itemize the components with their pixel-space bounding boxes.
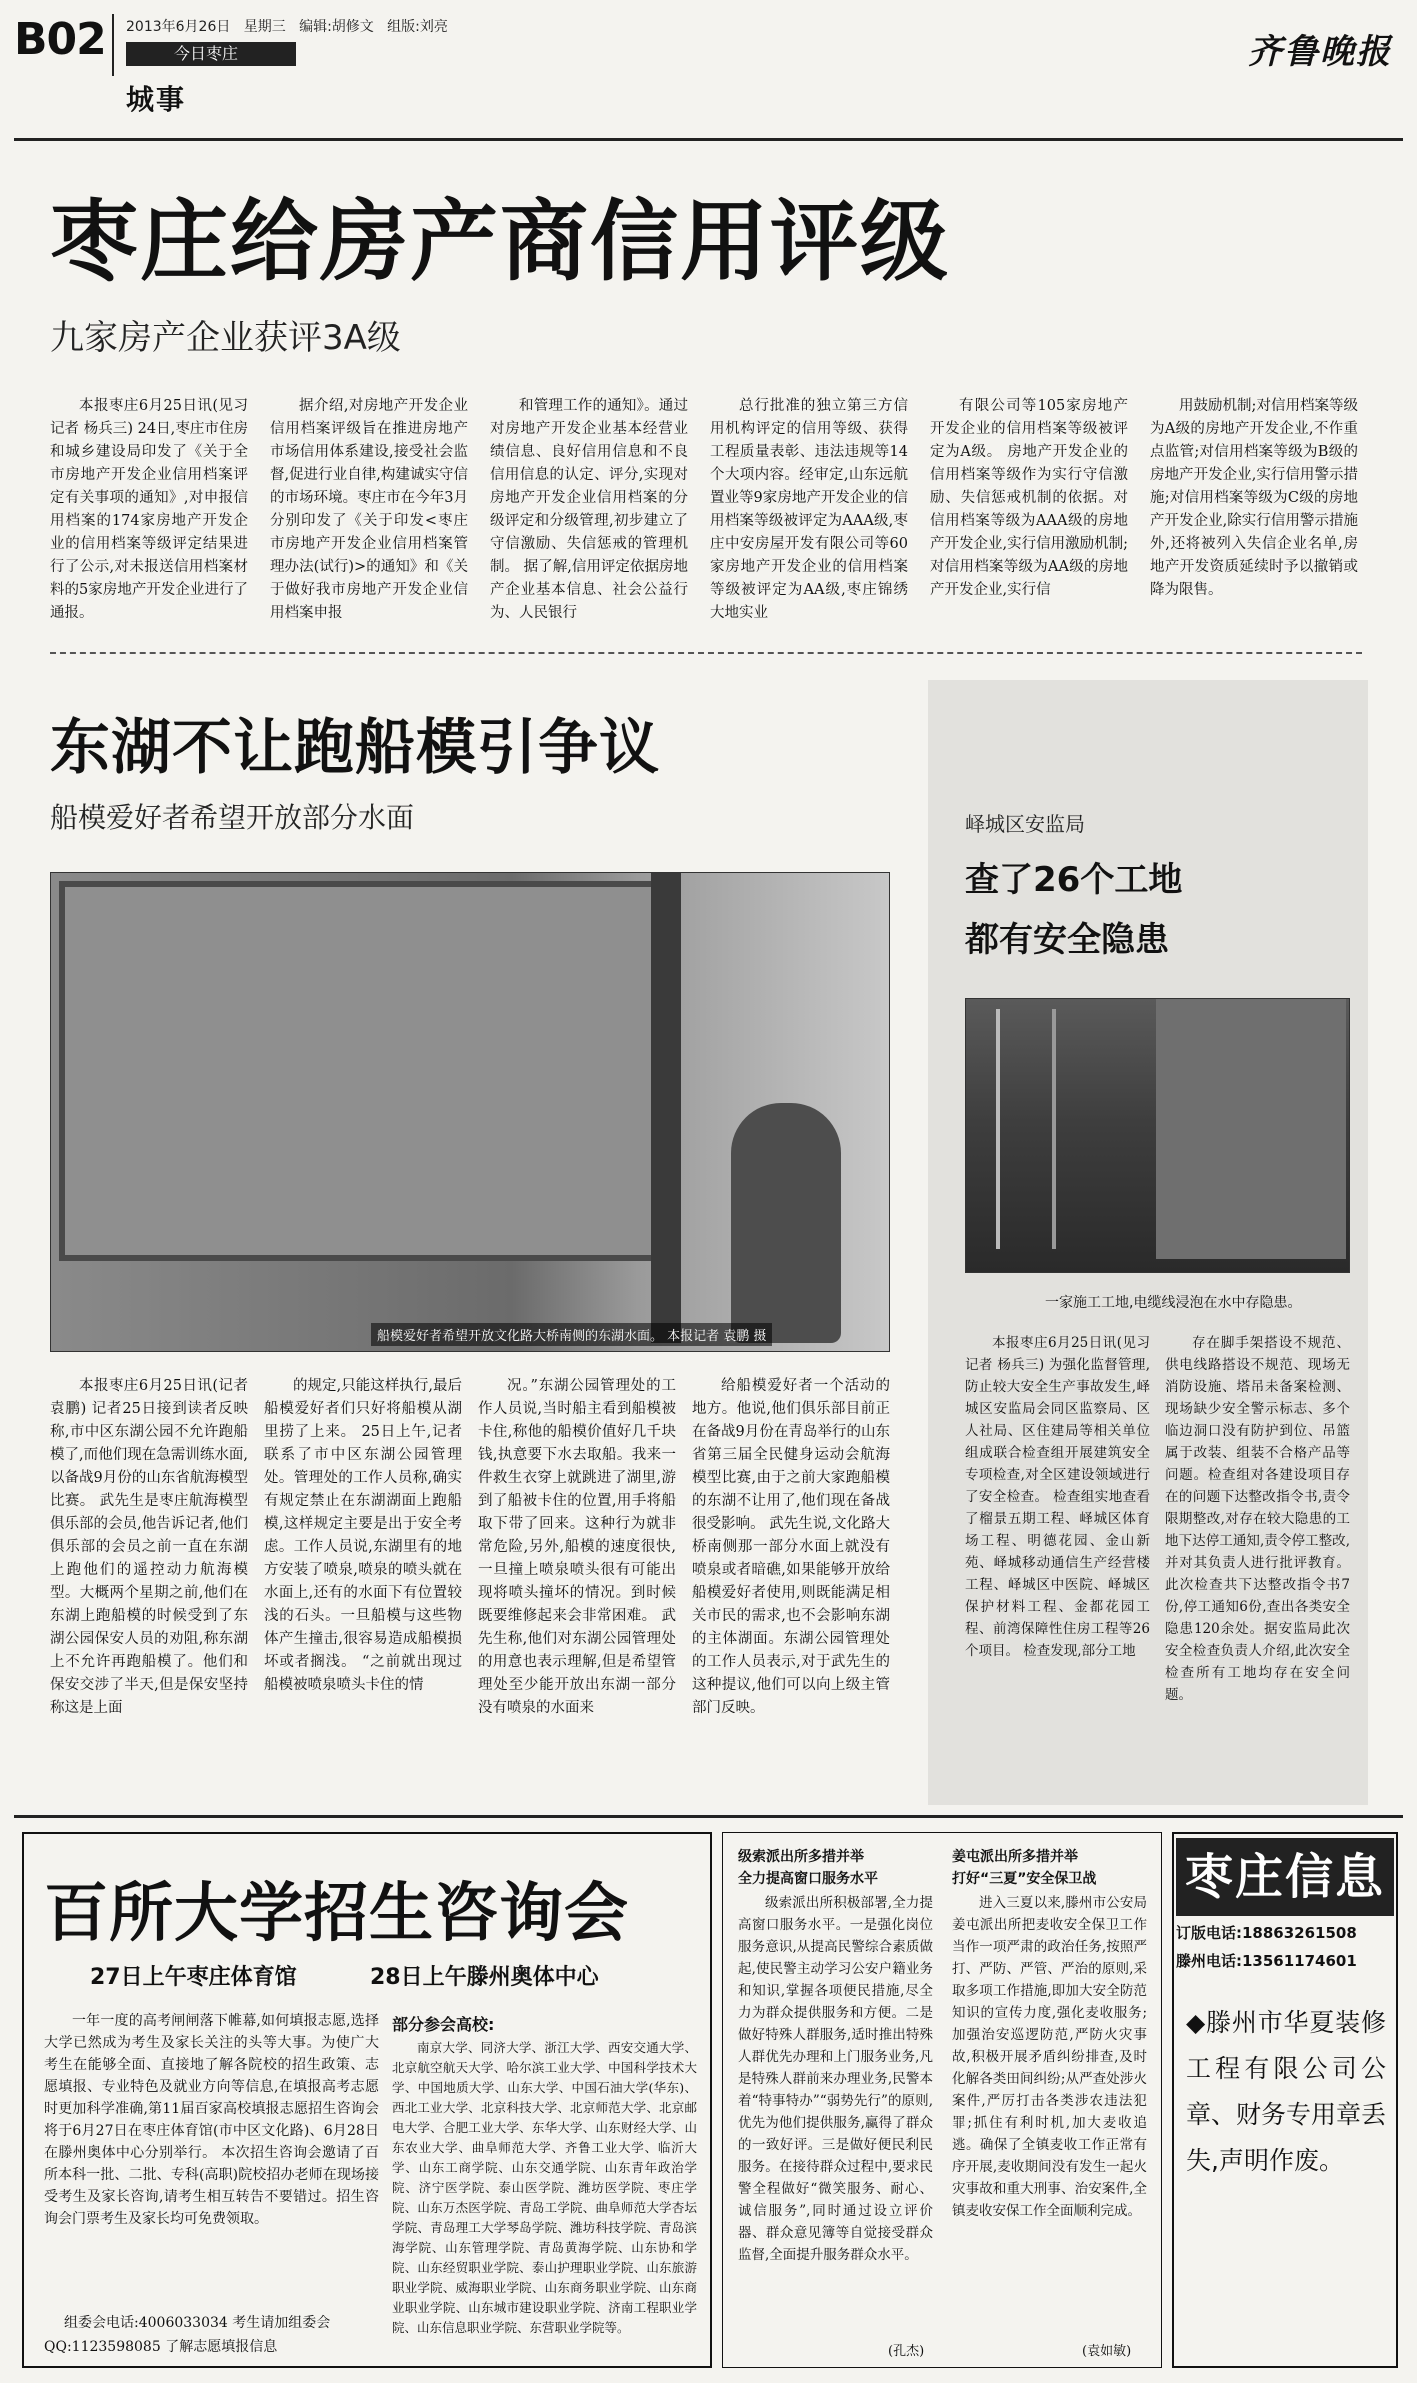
brief2-author: (袁如敏): [1082, 2344, 1132, 2359]
board-post: [651, 873, 681, 1343]
info-notice: ◆滕州市华夏装修工程有限公司公章、财务专用章丢失,声明作废。: [1186, 2008, 1387, 2175]
info-phone2-number: 13561174601: [1242, 1952, 1357, 1970]
page-number: B02: [14, 14, 106, 65]
article1-col-1: [50, 395, 248, 635]
section-name: 城事: [126, 83, 187, 116]
article1-col-3-text: 和管理工作的通知》。通过对房地产开发企业基本经营业绩信息、良好信用信息和不良信用信息的认定、评分,实现对房地产开发企业信用档案的分级评定和分级管理,初步建立了守信激励、失信惩戒的管理机制。 据了解,信用评定依据房地产企业基本信息、社会公益行为、人民银行: [490, 398, 688, 621]
article2-col-2: [264, 1375, 462, 1795]
wall: [1156, 999, 1346, 1259]
article1-bottom-rule: [50, 652, 1362, 654]
brief2-title-2: 打好“三夏”安全保卫战: [952, 1871, 1097, 1887]
brief1-title-1: 级索派出所多措并举: [738, 1849, 864, 1865]
info-phone2: [1176, 1950, 1394, 1971]
article1-col-1-text: 本报枣庄6月25日讯(见习记者 杨兵三) 24日,枣庄市住房和城乡建设局印发了《关于全市房地产开发企业信用档案评定有关事项的通知》,对申报信用档案的174家房地产开发企业的信用档案等级评定结果进行了公示,对未报送信用档案材料的5家房地产开发企业进行了通报。: [50, 398, 248, 621]
ad-left-paragraph: 一年一度的高考闸闸落下帷幕,如何填报志愿,选择大学已然成为考生及家长关注的头等大事。为使广大考生在能够全面、直接地了解各院校的招生政策、志愿填报、专业特色及就业方向等信息,在填报高考志愿时更加科学准确,第11届百家高校填报志愿招生咨询会将于6月27日在枣庄体育馆(市中区文化路)、6月28日在滕州奥体中心分别举行。 本次招生咨询会邀请了百所本科一批、二批、专科(高职)院校招办老师在现场接受考生及家长咨询,请考生相互转告不要错过。招生咨询会门票考生及家长均可免费领取。: [44, 2013, 379, 2227]
masthead-divider: [112, 14, 114, 76]
masthead-editor: 编辑:胡修文: [299, 19, 374, 35]
article2-photo: [50, 872, 890, 1352]
article2-title: 东湖不让跑船模引争议: [50, 713, 660, 783]
article3-photo: [965, 998, 1350, 1273]
ad-qq: QQ:1123598085 了解志愿填报信息: [44, 2339, 278, 2355]
brief1-title-2: 全力提高窗口服务水平: [738, 1871, 878, 1887]
article1-col-4-text: 总行批准的独立第三方信用机构评定的信用等级、获得工程质量表彰、违法违规等14个大项内容。经审定,山东远航置业等9家房地产开发企业的信用档案等级被评定为AAA级,枣庄中安房屋开发有限公司等60家房地产开发企业的信用档案等级被评定为AA级,枣庄锦绣大地实业: [710, 398, 908, 621]
article2-col-1-text: 本报枣庄6月25日讯(记者 袁鹏) 记者25日接到读者反映称,市中区东湖公园不允许跑船模了,而他们现在急需训练水面,以备战9月份的山东省航海模型比赛。 武先生是枣庄航海模型俱乐部的会员,他告诉记者,他们俱乐部的会员之前一直在东湖上跑他们的遥控动力航海模型。大概两个星期之前,他们在东湖上跑船模的时候受到了东湖公园保安人员的劝阻,称东湖上不允许再跑船模了。他们和保安交涉了半天,但是保安坚持称这是上面: [50, 1378, 248, 1716]
ad-list-text: 南京大学、同济大学、浙江大学、西安交通大学、北京航空航天大学、哈尔滨工业大学、中国科学技术大学、中国地质大学、山东大学、中国石油大学(华东)、西北工业大学、北京科技大学、北京师范大学、北京邮电大学、合肥工业大学、东华大学、山东财经大学、山东农业大学、曲阜师范大学、齐鲁工业大学、临沂大学、山东工商学院、山东交通学院、山东青年政治学院、济宁医学院、泰山医学院、潍坊医学院、枣庄学院、山东万杰医学院、青岛工学院、曲阜师范大学杏坛学院、青岛理工大学琴岛学院、潍坊科技学院、青岛滨海学院、山东管理学院、青岛黄海学院、山东协和学院、山东经贸职业学院、泰山护理职业学院、山东旅游职业学院、威海职业学院、山东商务职业学院、山东商业职业学院、山东城市建设职业学院、济南工程职业学院、山东信息职业学院、东营职业学院等。: [392, 2040, 697, 2335]
masthead-meta: [126, 16, 448, 36]
article2-col-4-text: 给船模爱好者一个活动的地方。他说,他们俱乐部目前正在备战9月份在青岛举行的山东省第三届全民健身运动会航海模型比赛,由于之前大家跑船模的东湖不让用了,他们现在备战很受影响。 武先生说,文化路大桥南侧那一部分水面上就没有喷泉或者暗礁,如果能够开放给船模爱好者使用,则既能满足相关市民的需求,也不会影响东湖的主体湖面。东湖公园管理处的工作人员表示,对于武先生的这种提议,他们可以向上级主管部门反映。: [692, 1378, 890, 1716]
article1-col-6: [1150, 395, 1358, 635]
ad-list: [392, 2038, 697, 2358]
article2-photo-caption: 船模爱好者希望开放文化路大桥南侧的东湖水面。 本报记者 袁鹏 摄: [371, 1323, 772, 1346]
info-phone1-label: 订版电话:: [1176, 1924, 1242, 1942]
map-board: [59, 881, 679, 1261]
brief2-paragraph: 进入三夏以来,滕州市公安局姜屯派出所把麦收安全保卫工作当作一项严肃的政治任务,按照严打、严防、严管、严治的原则,采取多项工作措施,即加大安全防范知识的宣传力度,强化麦收服务;加强治安巡逻防范,严防火灾事故,积极开展矛盾纠纷排查,及时化解各类田间纠纷;从严查处涉火案件,严厉打击各类涉农违法犯罪;抓住有利时机,加大麦收追逃。确保了全镇麦收工作正常有序开展,麦收期间没有发生一起火灾事故和重大刑事、治安案件,全镇麦收安保工作全面顺利完成。: [952, 1895, 1147, 2219]
article1-col-5-text: 有限公司等105家房地产开发企业的信用档案等级被评定为A级。 房地产开发企业的信用档案等级作为实行守信激励、失信惩戒机制的依据。对信用档案等级为AAA级的房地产开发企业,实行信用激励机制;对信用档案等级为AA级的房地产开发企业,实行信: [930, 398, 1128, 598]
article1-col-2-text: 据介绍,对房地产开发企业信用档案评级旨在推进房地产市场信用体系建设,接受社会监督,促进行业自律,构建诚实守信的市场环境。枣庄市在今年3月分别印发了《关于印发<枣庄市房地产开发企业信用档案管理办法(试行)>的通知》和《关于做好我市房地产开发企业信用档案申报: [270, 398, 468, 621]
masthead-date: 2013年6月26日: [126, 19, 231, 35]
ad-list-heading: 部分参会高校:: [392, 2015, 495, 2034]
article1-col-2: [270, 395, 468, 635]
person-figure: [731, 1103, 841, 1343]
brief1-author: (孔杰): [888, 2344, 925, 2359]
section-rule: [14, 1815, 1403, 1818]
article3-col-1: [965, 1332, 1150, 1772]
scaffold: [996, 1009, 1056, 1249]
article3-col-2: [1165, 1332, 1350, 1772]
brief1-paragraph: 级索派出所积极部署,全力提高窗口服务水平。一是强化岗位服务意识,从提高民警综合素质做起,使民警主动学习公安户籍业务和知识,掌握各项便民措施,尽全力为群众提供服务和方便。二是做好特殊人群服务,适时推出特殊人群优先办理和上门服务业务,凡是特殊人群前来办理业务,民警本着“特事特办”“弱势先行”的原则,优先为他们提供服务,赢得了群众的一致好评。三是做好便民利民服务。在接待群众过程中,要求民警全程做好“微笑服务、耐心、诚信服务”,同时通过设立评价器、群众意见簿等自觉接受群众监督,全面提升服务群众水平。: [738, 1895, 933, 2263]
article1-col-4: [710, 395, 908, 635]
section-tag: 今日枣庄: [126, 42, 296, 66]
ad-title: 百所大学招生咨询会: [44, 1877, 629, 1951]
article1-col-3: [490, 395, 688, 635]
ad-phone: 组委会电话:4006033034 考生请加组委会: [64, 2315, 331, 2331]
article1-subtitle: 九家房产企业获评3A级: [50, 318, 401, 358]
article1-col-6-text: 用鼓励机制;对信用档案等级为A级的房地产开发企业,不作重点监管;对信用档案等级为B级的房地产开发企业,实行信用警示措施;对信用档案等级为C级的房地产开发企业,除实行信用警示措施外,还将被列入失信企业名单,房地产开发资质延续时予以撤销或降为限售。: [1150, 398, 1358, 598]
article3-kicker: 峄城区安监局: [965, 812, 1085, 836]
info-phone1: [1176, 1922, 1394, 1943]
article2-col-2-text: 的规定,只能这样执行,最后船模爱好者们只好将船模从湖里捞了上来。 25日上午,记者联系了市中区东湖公园管理处。管理处的工作人员称,确实有规定禁止在东湖湖面上跑船模,这样规定主要是出于安全考虑。工作人员说,东湖里有的地方安装了喷泉,喷泉的喷头就在水面上,还有的水面下有位置较浅的石头。一旦船模与这些物体产生撞击,很容易造成船模损坏或者搁浅。 “之前就出现过船模被喷泉喷头卡住的情: [264, 1378, 462, 1693]
article3-title-line2: 都有安全隐患: [965, 920, 1169, 960]
masthead-weekday: 星期三: [243, 19, 286, 35]
brief1-text: [738, 1892, 933, 2332]
paper-logo: 齐鲁晚报: [1248, 32, 1392, 72]
article2-subtitle: 船模爱好者希望开放部分水面: [50, 801, 415, 834]
article3-col-2-text: 存在脚手架搭设不规范、供电线路搭设不规范、现场无消防设施、塔吊未备案检测、现场缺少安全警示标志、多个临边洞口没有防护到位、吊篮属于改装、组装不合格产品等问题。检查组对各建设项目存在的问题下达整改指令书,责令限期整改,对存在较大隐患的工地下达停工通知,责令停工整改,并对其负责人进行批评教育。此次检查共下达整改指令书7份,停工通知6份,查出各类安全隐患120余处。据安监局此次安全检查负责人介绍,此次安全检查所有工地均存在安全问题。: [1165, 1335, 1350, 1703]
brief2-title-1: 姜屯派出所多措并举: [952, 1849, 1078, 1865]
article1-col-5: [930, 395, 1128, 635]
article3-col-1-text: 本报枣庄6月25日讯(见习记者 杨兵三) 为强化监督管理,防止较大安全生产事故发生,峄城区安监局会同区监察局、区人社局、区住建局等相关单位组成联合检查组开展建筑安全专项检查,对全区建设领域进行了安全检查。 检查组实地查看了榴景五期工程、峄城区体育场工程、明德花园、金山新苑、峄城移动通信生产经营楼工程、峄城区中医院、峄城区保护材料工程、金都花园工程、前湾保障性住房工程等26个项目。 检查发现,部分工地: [965, 1335, 1150, 1659]
article2-col-4: [692, 1375, 890, 1795]
article2-col-3-text: 况。”东湖公园管理处的工作人员说,当时船主看到船模被卡住,称他的船模价值好几千块钱,执意要下水去取船。我来一件救生衣穿上就跳进了湖里,游到了船被卡住的位置,用手将船取下带了回来。这种行为就非常危险,另外,船模的速度很快,一旦撞上喷泉喷头很有可能出现将喷头撞坏的情况。到时候既要维修起来会非常困难。 武先生称,他们对东湖公园管理处的用意也表示理解,但是希望管理处至少能开放出东湖一部分没有喷泉的水面来: [478, 1378, 676, 1716]
info-phone1-number: 18863261508: [1242, 1924, 1357, 1942]
ad-sub1: 27日上午枣庄体育馆: [90, 1965, 297, 1990]
article2-col-1: [50, 1375, 248, 1795]
ad-left-text: [44, 2010, 379, 2300]
article3-title-line1: 查了26个工地: [965, 860, 1183, 900]
ad-sub2: 28日上午滕州奥体中心: [370, 1965, 599, 1990]
info-title: 枣庄信息: [1176, 1838, 1394, 1916]
brief2-text: [952, 1892, 1147, 2332]
info-phone2-label: 滕州电话:: [1176, 1952, 1242, 1970]
masthead-layout: 组版:刘亮: [387, 19, 448, 35]
masthead-rule: [14, 138, 1403, 141]
article3-photo-caption: 一家施工工地,电缆线浸泡在水中存隐患。: [1045, 1295, 1302, 1311]
article1-title: 枣庄给房产商信用评级: [50, 190, 951, 293]
article2-col-3: [478, 1375, 676, 1795]
